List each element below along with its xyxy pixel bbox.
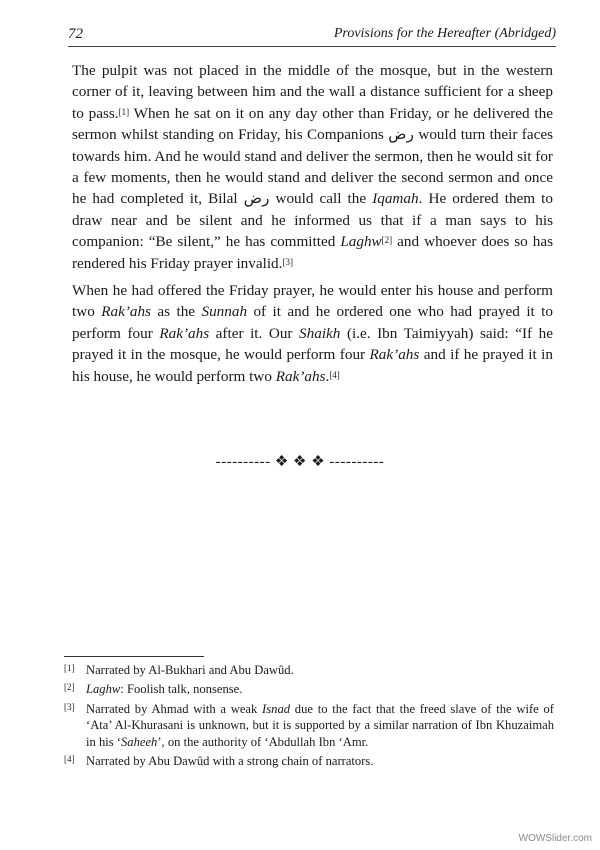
footnote-ref-1: [1] (118, 106, 130, 117)
running-title: Provisions for the Hereafter (Abridged) (333, 26, 556, 41)
section-divider: ---------- ❖ ❖ ❖ ---------- (215, 454, 385, 470)
honorific-symbol: رض (243, 190, 270, 208)
watermark: WOWSlider.com (518, 833, 592, 844)
paragraph-1: The pulpit was not placed in the middle of the mosque, but in the western corner of it, leaving between him and the wall a distance sufficient for a sheep to pass.[1] When he sat on it on any day other than Friday, or he delivered the sermon whilst standing on Friday, his Companions رض would turn their faces towards him. And he would stand and deliver the sermon, then he would sit for a few moments, then he would stand and deliver the second sermon and once he had completed it, Bilal رض would call the Iqamah. He ordered them to draw near and be silent and he informed us that if a man says to his companion: “Be silent,” he has committed Laghw[2] and whoever does so has rendered his Friday prayer invalid.[3] (72, 62, 553, 272)
footnote-item: [3] Narrated by Ahmad with a weak Isnad due to the fact that the freed slave of the wife of ‘Ata’ Al-Khurasani is unknown, but it is supported by a similar narration of Ibn Khuzaimah in his ‘Saheeh’, on the authority of ‘Abdullah Ibn ‘Amr. (64, 701, 554, 749)
footnote-ref-2: [2] (381, 235, 393, 246)
honorific-symbol: رض (388, 126, 414, 144)
footnote-item: [2] Laghw: Foolish talk, nonsense. (64, 682, 243, 697)
body-text (72, 60, 553, 393)
footnote-item: [1] Narrated by Al-Bukhari and Abu Dawûd. (64, 663, 294, 677)
footnote-ref-3: [3] (282, 256, 293, 267)
page-number: 72 (68, 26, 83, 42)
footnote-ref-4: [4] (329, 369, 340, 380)
paragraph-2: When he had offered the Friday prayer, he would enter his house and perform two Rak’ahs as the Sunnah of it and he ordered one who had prayed it to perform four Rak’ahs after it. Our Shaikh (i.e. Ibn Taimiyyah) said: “If he prayed it in the mosque, he would perform four Rak’ahs and if he prayed it in his house, he would perform two Rak’ahs.[4] (72, 282, 554, 385)
footnote-item: [4] Narrated by Abu Dawûd with a strong chain of narrators. (64, 754, 374, 769)
page-header (68, 24, 556, 47)
footnotes (64, 662, 554, 772)
footnote-rule (64, 656, 204, 657)
